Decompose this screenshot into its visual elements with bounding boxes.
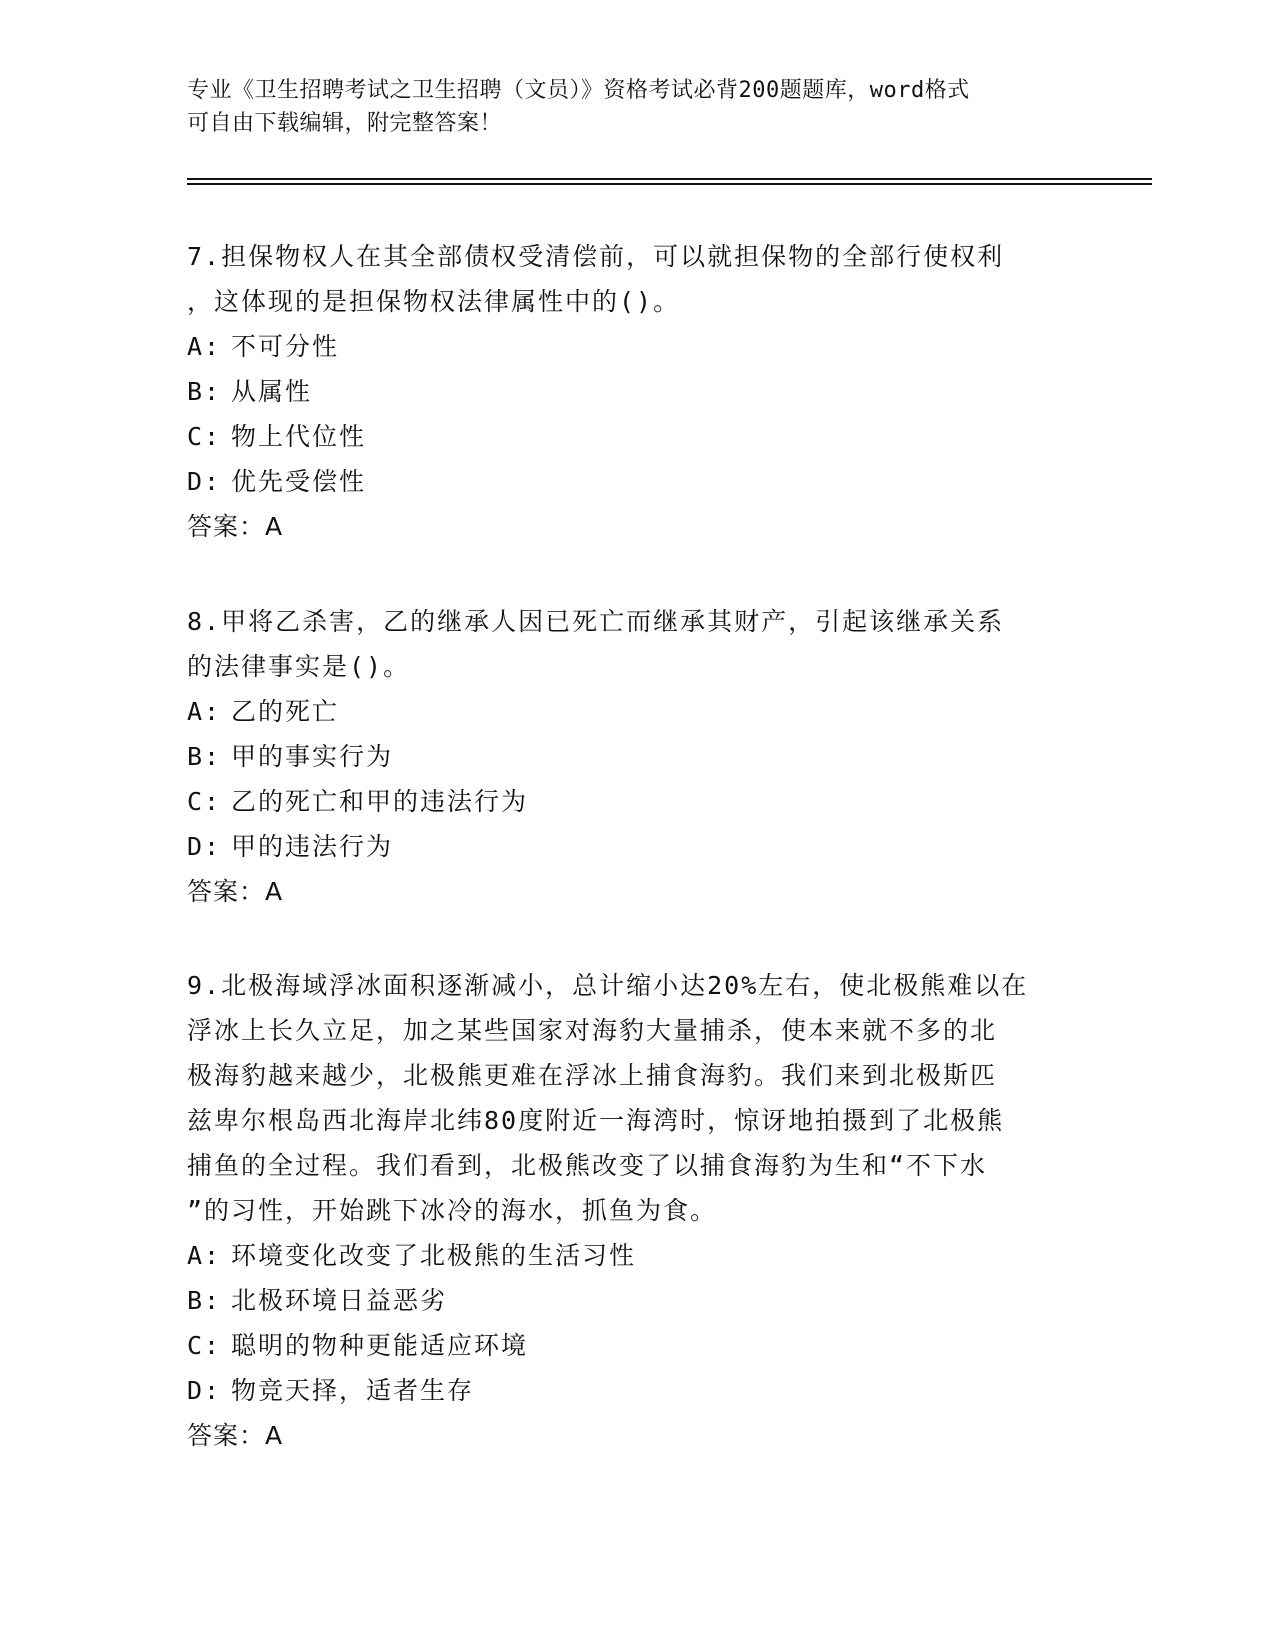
question-8-answer: 答案：A [187,877,284,906]
question-9-line-6: ”的习性，开始跳下冰冷的海水，抓鱼为食。 [187,1196,718,1225]
option-key: A: [187,697,222,726]
option-key: B: [187,742,222,771]
option-text: 环境变化改变了北极熊的生活习性 [231,1241,637,1270]
option-key: B: [187,1286,222,1315]
option-key: C: [187,1331,222,1360]
header-divider-top [187,178,1152,180]
option-key: D: [187,1376,222,1405]
question-9-line-4: 兹卑尔根岛西北海岸北纬80度附近一海湾时，惊讶地拍摄到了北极熊 [187,1106,1005,1135]
option-text: 北极环境日益恶劣 [231,1286,448,1315]
question-8-line-1: 8.甲将乙杀害，乙的继承人因已死亡而继承其财产，引起该继承关系 [187,607,1005,636]
question-7-answer: 答案：A [187,512,284,541]
question-9-option-a [187,1233,1087,1278]
question-7-option-d [187,459,1087,504]
option-key: D: [187,467,222,496]
header-line-2: 可自由下载编辑，附完整答案！ [187,111,503,136]
question-9-line-1: 9.北极海域浮冰面积逐渐减小，总计缩小达20%左右，使北极熊难以在 [187,971,1029,1000]
option-key: C: [187,787,222,816]
question-9-option-b [187,1278,1087,1323]
question-8-line-2: 的法律事实是()。 [187,652,411,681]
option-text: 从属性 [231,377,313,406]
question-7 [187,234,1087,549]
question-9-line-5: 捕鱼的全过程。我们看到，北极熊改变了以捕食海豹为生和“不下水 [187,1151,988,1180]
question-7-option-b [187,369,1087,414]
question-7-line-2: ，这体现的是担保物权法律属性中的()。 [187,287,681,316]
option-text: 乙的死亡和甲的违法行为 [231,787,529,816]
option-text: 甲的违法行为 [231,832,394,861]
option-key: B: [187,377,222,406]
header-line-1: 专业《卫生招聘考试之卫生招聘（文员）》资格考试必背200题题库，word格式 [187,78,970,103]
question-8-option-a [187,689,1087,734]
option-text: 优先受偿性 [231,467,367,496]
question-8-option-c [187,779,1087,824]
option-key: A: [187,332,222,361]
question-9-option-c [187,1323,1087,1368]
question-9-line-2: 浮冰上长久立足，加之某些国家对海豹大量捕杀，使本来就不多的北 [187,1016,998,1045]
question-8-option-b [187,734,1087,779]
question-8 [187,599,1087,914]
question-9-option-d [187,1368,1087,1413]
option-text: 物上代位性 [231,422,367,451]
question-8-option-d [187,824,1087,869]
option-text: 乙的死亡 [231,697,340,726]
header-divider-bottom [187,183,1152,185]
option-key: D: [187,832,222,861]
document-header [187,74,1087,140]
question-9 [187,963,1087,1458]
question-7-option-a [187,324,1087,369]
option-key: A: [187,1241,222,1270]
question-9-answer: 答案：A [187,1421,284,1450]
question-9-line-3: 极海豹越来越少，北极熊更难在浮冰上捕食海豹。我们来到北极斯匹 [187,1061,998,1090]
option-text: 甲的事实行为 [231,742,394,771]
option-text: 物竞天择，适者生存 [231,1376,475,1405]
option-key: C: [187,422,222,451]
option-text: 聪明的物种更能适应环境 [231,1331,529,1360]
question-7-option-c [187,414,1087,459]
option-text: 不可分性 [231,332,340,361]
question-7-line-1: 7.担保物权人在其全部债权受清偿前，可以就担保物的全部行使权利 [187,242,1005,271]
